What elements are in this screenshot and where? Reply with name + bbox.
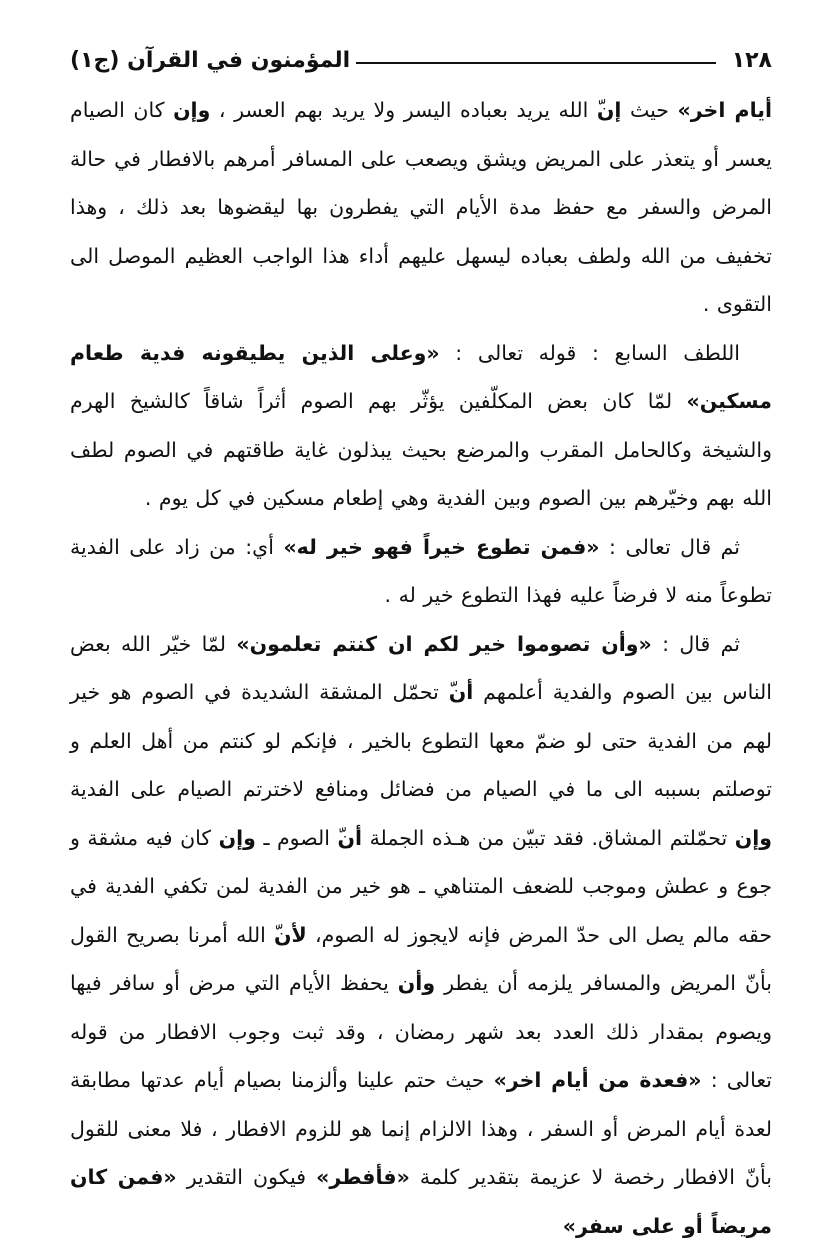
paragraph-text: اللطف السابع : قوله تعالى : — [440, 341, 740, 365]
paragraph — [70, 86, 772, 329]
quoted-verse: أن — [449, 680, 474, 704]
quoted-verse: «وعلى الذين يطيقونه فدية طعام مسكين» — [70, 341, 772, 414]
running-header — [70, 38, 772, 84]
running-title: المؤمنون في القرآن (ج١) — [70, 50, 350, 72]
page-number: ١٢٨ — [732, 50, 772, 72]
paragraph-text: حيث — [621, 98, 677, 122]
paragraph — [70, 620, 772, 1250]
header-rule — [356, 62, 715, 64]
body-text — [70, 86, 772, 1250]
quoted-verse: «فمن تطوع خيراً فهو خير له» — [283, 535, 599, 559]
paragraph-text: يحفظ الأيام التي مرض أو سافر فيها ويصوم بمقدار ذلك العدد بعد شهر رمضان ، وقد ثبت وجوب الافطار من قوله تعالى : — [70, 971, 772, 1092]
paragraph-text: تحمّلتم المشاق. فقد تبيّن من هـذه الجملة — [362, 826, 735, 850]
paragraph-text: ثم قال : — [652, 632, 740, 656]
paragraph-text: فيكون التقدير — [177, 1165, 316, 1189]
quoted-verse: «وأن تصوموا خير لكم ان كنتم تعلمون» — [236, 632, 651, 656]
paragraph-text: كان الصيام يعسر أو يتعذر على المريض ويشق ويصعب على المسافر أمرهم بالافطار في حالة المرض والسفر مع حفظ مدة الأيام التي يفطرون بها ليقضوها بعد ذلك ، وهذا تخفيف من الله ولطف بعباده ليسهل عليهم أداء هذا الواجب العظيم الموصل الى التقوى . — [70, 98, 772, 316]
quoted-verse: أيام اخر» — [678, 98, 772, 122]
quoted-verse: إن — [597, 98, 622, 122]
quoted-verse: «فمن كان مريضاً أو على سفر» — [70, 1165, 772, 1238]
paragraph-text: ّ الله أمرنا بصريح القول بأنّ المريض والمسافر يلزمه أن يفطر — [70, 923, 772, 996]
paragraph-text: أي: من زاد على الفدية تطوعاً منه لا فرضاً عليه فهذا التطوع خير له . — [70, 535, 772, 608]
paragraph — [70, 329, 772, 523]
paragraph-text: ّ الله يريد بعباده اليسر ولا يريد بهم العسر ، — [210, 98, 597, 122]
paragraph-text: ثم قال تعالى : — [600, 535, 740, 559]
paragraph-text: لمّا كان بعض المكلّفين يؤثّر بهم الصوم أثراً شاقاً كالشيخ الهرم والشيخة وكالحامل المقرب والمرضع بحيث يبذلون غاية طاقتهم في الصوم لطف الله بهم وخيّرهم بين الصوم وبين الفدية وهي إطعام مسكين في كل يوم . — [70, 389, 772, 510]
paragraph-text: حيث حتم علينا وألزمنا بصيام أيام عدتها مطابقة لعدة أيام المرض أو السفر ، وهذا الالزام إنما هو للزوم الافطار ، فلا معنى للقول بأنّ الافطار رخصة لا عزيمة بتقدير كلمة — [70, 1068, 772, 1189]
paragraph — [70, 523, 772, 620]
paragraph-text: ّ الصوم ـ — [256, 826, 338, 850]
paragraph-text: لمّا خيّر الله بعض الناس بين الصوم والفدية أعلمهم — [70, 632, 772, 705]
quoted-verse: «فعدة من أيام اخر» — [494, 1068, 702, 1092]
quoted-verse: وإن — [219, 826, 256, 850]
quoted-verse: لأن — [274, 923, 307, 947]
quoted-verse: وإن — [173, 98, 210, 122]
paragraph-text: كان فيه مشقة و جوع و عطش وموجب للضعف المتناهي ـ هو خير من الفدية لمن تكفي الفدية في حقه مالم يصل الى حدّ المرض فإنه لايجوز له الصوم، — [70, 826, 772, 947]
quoted-verse: أن — [338, 826, 363, 850]
quoted-verse: «فأفطر» — [316, 1165, 410, 1189]
paragraph-text: ّ تحمّل المشقة الشديدة في الصوم هو خير لهم من الفدية حتى لو ضمّ معها التطوع بالخير ، فإنكم لو كنتم من أهل العلم و توصلتم بسببه الى ما في الصيام من فضائل ومنافع لاخترتم الصيام على الفدية — [70, 680, 772, 801]
quoted-verse: وأن — [398, 971, 435, 995]
quoted-verse: وإن — [735, 826, 772, 850]
